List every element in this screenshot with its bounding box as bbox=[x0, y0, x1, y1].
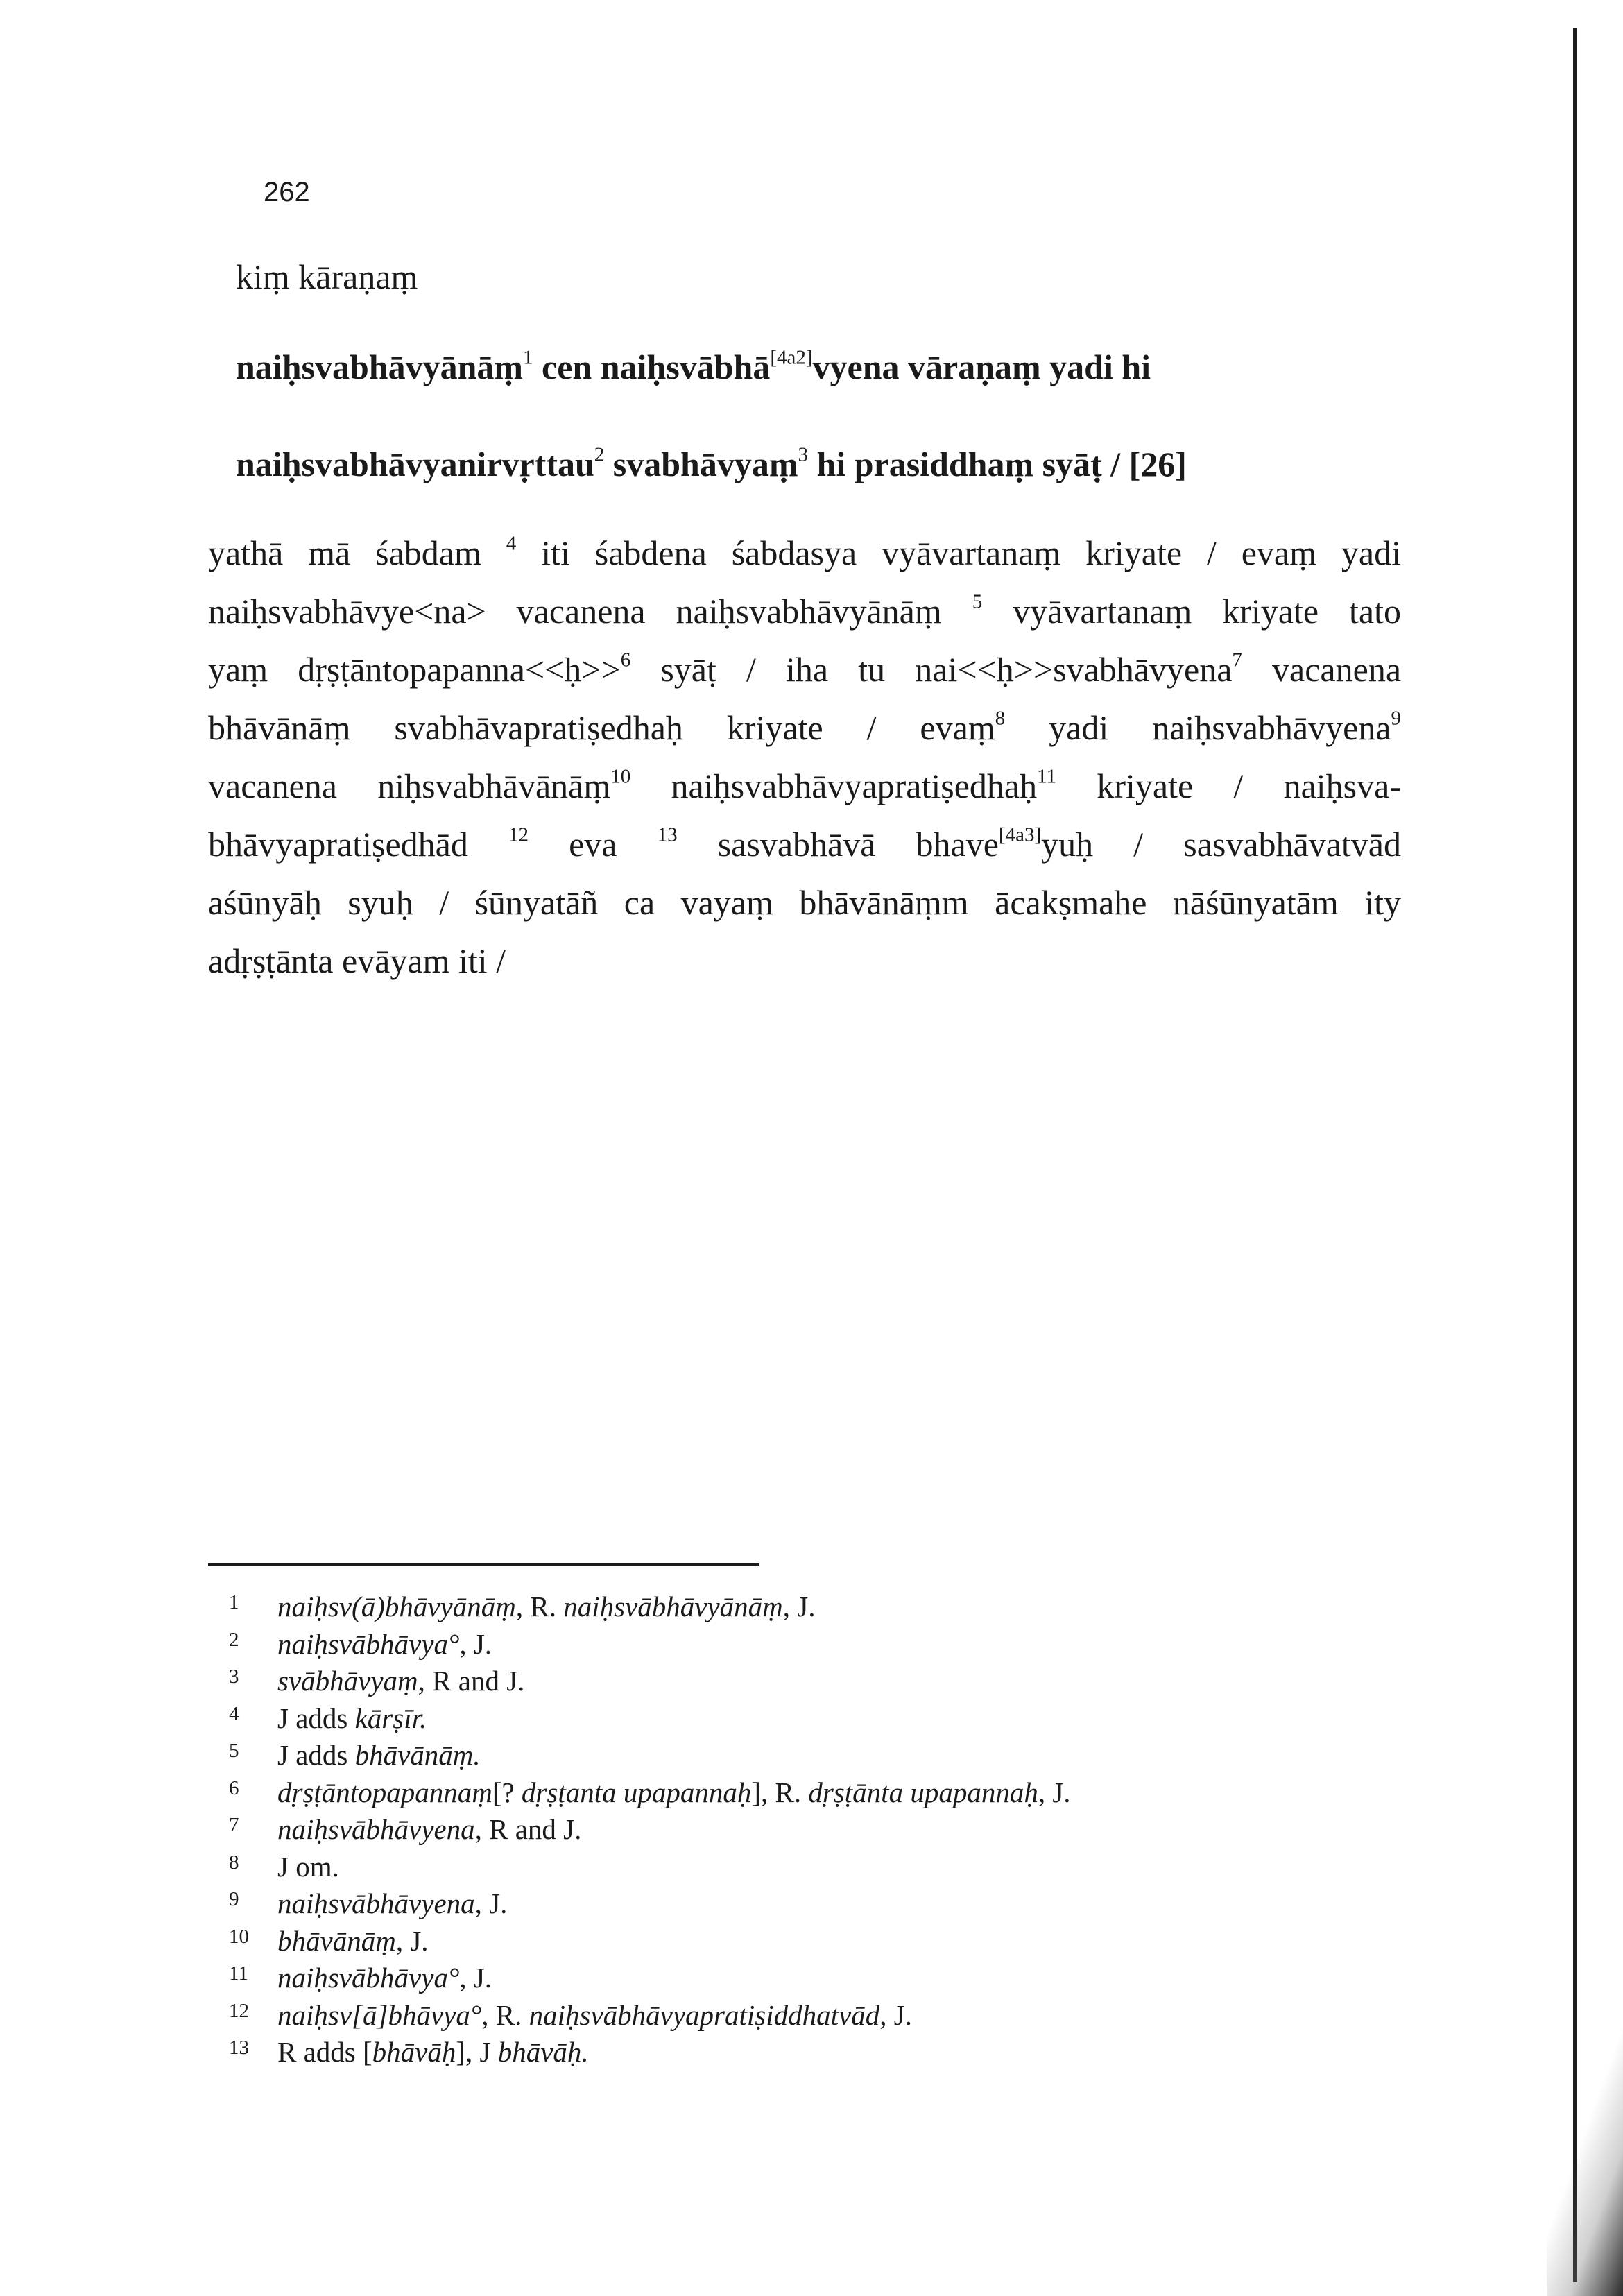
footnote-text: naiḥsv(ā)bhāvyānāṃ bbox=[277, 1591, 516, 1622]
footnote-text: , R and J. bbox=[474, 1813, 582, 1845]
footnote-ref: 6 bbox=[620, 649, 631, 671]
footnote-text: J om. bbox=[277, 1850, 339, 1883]
footnote-ref: 11 bbox=[1037, 765, 1057, 788]
footnote-text: , J. bbox=[459, 1962, 492, 1994]
verse-line-2 bbox=[236, 444, 1187, 484]
footnote-ref: 9 bbox=[1391, 707, 1401, 730]
footnote bbox=[229, 1811, 1071, 1849]
footnote-number: 7 bbox=[229, 1814, 239, 1836]
footnote-text: bhāvānāṃ. bbox=[354, 1739, 481, 1771]
footnote bbox=[229, 1663, 1071, 1700]
commentary-paragraph bbox=[208, 524, 1401, 990]
footnote-ref: 8 bbox=[995, 707, 1006, 730]
footnote-separator bbox=[208, 1563, 759, 1566]
scan-shadow bbox=[1547, 2012, 1623, 2296]
footnote-text: kārṣīr. bbox=[354, 1702, 427, 1734]
footnote-number: 6 bbox=[229, 1776, 239, 1799]
footnote-number: 10 bbox=[229, 1925, 249, 1948]
footnote-ref: 12 bbox=[508, 823, 529, 846]
footnote bbox=[229, 1923, 1071, 1960]
folio-marker: [4a3] bbox=[998, 823, 1042, 846]
verse-text: svabhāvyaṃ bbox=[604, 445, 798, 483]
footnote-text: , R. bbox=[481, 1998, 529, 2031]
footnote-text: dṛṣṭāntopapannaṃ bbox=[277, 1776, 492, 1808]
verse-text: naiḥsvabhāvyānāṃ bbox=[236, 348, 524, 386]
footnote-text: naiḥsvābhāvya° bbox=[277, 1962, 460, 1994]
footnotes-list bbox=[229, 1588, 1071, 2071]
footnote bbox=[229, 1700, 1071, 1738]
footnote bbox=[229, 1588, 1071, 1626]
footnote-number: 1 bbox=[229, 1591, 239, 1613]
footnote-ref: 1 bbox=[523, 346, 533, 369]
footnote-ref: 13 bbox=[657, 823, 678, 846]
footnote-text: naiḥsvābhāvyapratiṣiddhatvād bbox=[529, 1998, 880, 2031]
footnote-text: ], J bbox=[456, 2036, 498, 2068]
page-number: 262 bbox=[264, 177, 310, 207]
commentary-line: aśūnyāḥ syuḥ / śūnyatāñ ca vayaṃ bhāvānāṃm ācakṣmahe nāśūnyatām ity bbox=[208, 883, 1401, 922]
verse-line-0: kiṃ kāraṇaṃ bbox=[236, 257, 418, 296]
footnote-ref: 7 bbox=[1232, 649, 1242, 671]
footnote-ref: 10 bbox=[610, 765, 631, 788]
footnote-text: J adds bbox=[277, 1739, 355, 1771]
footnote-number: 13 bbox=[229, 2037, 249, 2059]
footnote-number: 12 bbox=[229, 1999, 249, 2022]
folio-marker: [4a2] bbox=[770, 346, 813, 369]
verse-text: vyena vāraṇaṃ yadi hi bbox=[812, 348, 1151, 386]
commentary-line: yathā mā śabdam $^4$ iti śabdena śabdasya vyāvartanaṃ kriyate / evaṃ yadi bbox=[208, 532, 1401, 572]
footnote-number: 9 bbox=[229, 1888, 239, 1910]
footnote-text: naiḥsv[ā]bhāvya° bbox=[277, 1998, 482, 2031]
commentary-line: bhāvānāṃ svabhāvapratiṣedhaḥ kriyate / evaṃ$^8$ yadi naiḥsvabhāvyena$^9$ bbox=[208, 707, 1401, 747]
footnote-text: , J. bbox=[879, 1998, 912, 2031]
scan-border bbox=[1573, 28, 1577, 2282]
footnote-text: [? bbox=[492, 1776, 522, 1808]
commentary-line: bhāvyapratiṣedhād $^{12}$ eva $^{13}$ sasvabhāvā bhave[4a3]yuḥ / sasvabhāvatvād bbox=[208, 823, 1402, 864]
footnote-ref: 5 bbox=[972, 590, 983, 613]
footnote-text: bhāvāḥ. bbox=[497, 2036, 589, 2068]
commentary-line: yaṃ dṛṣṭāntopapanna<<ḥ>>$^6$ syāṭ / iha tu nai<<ḥ>>svabhāvyena$^7$ vacanena bbox=[208, 649, 1402, 689]
footnote-text: , J. bbox=[474, 1887, 508, 1919]
footnote-number: 4 bbox=[229, 1702, 239, 1725]
footnote-text: naiḥsvābhāvyena bbox=[277, 1813, 475, 1845]
footnote-number: 8 bbox=[229, 1851, 239, 1874]
footnote-text: , J. bbox=[782, 1591, 816, 1622]
footnote bbox=[229, 1849, 1071, 1886]
footnote-text: naiḥsvābhāvyānāṃ bbox=[563, 1591, 783, 1622]
footnote-text: R adds [ bbox=[277, 2036, 372, 2068]
footnote-text: , J. bbox=[395, 1924, 429, 1957]
footnote-ref: 2 bbox=[594, 443, 605, 466]
commentary-line: vacanena niḥsvabhāvānāṃ$^{10}$ naiḥsvabhāvyapratiṣedhaḥ$^{11}$ kriyate / naiḥsva- bbox=[208, 765, 1401, 805]
footnote-text: , J. bbox=[1038, 1776, 1071, 1808]
footnote-text: , R. bbox=[515, 1591, 564, 1622]
footnote-text: bhāvāḥ bbox=[372, 2036, 456, 2068]
commentary-line: adṛṣṭānta evāyam iti / bbox=[208, 941, 506, 980]
footnote bbox=[229, 1737, 1071, 1774]
footnote bbox=[229, 1885, 1071, 1923]
commentary-line: naiḥsvabhāvye<na> vacanena naiḥsvabhāvyānāṃ $^5$ vyāvartanaṃ kriyate tato bbox=[208, 590, 1401, 631]
footnote bbox=[229, 1626, 1071, 1663]
footnote-text: bhāvānāṃ bbox=[277, 1924, 396, 1957]
verse-text: hi prasiddhaṃ syāṭ / [26] bbox=[808, 445, 1187, 483]
footnote-number: 5 bbox=[229, 1740, 239, 1762]
footnote-text: dṛṣṭānta upapannaḥ bbox=[808, 1776, 1038, 1808]
footnote-text: J adds bbox=[277, 1702, 355, 1734]
footnote bbox=[229, 1960, 1071, 1997]
footnote-ref: 3 bbox=[798, 443, 809, 466]
verse-text: naiḥsvabhāvyanirvṛttau bbox=[236, 445, 594, 483]
footnote-number: 2 bbox=[229, 1628, 239, 1651]
footnote-text: svābhāvyaṃ bbox=[277, 1665, 418, 1697]
footnote-number: 3 bbox=[229, 1665, 239, 1688]
footnote-text: dṛṣṭanta upapannaḥ bbox=[521, 1776, 752, 1808]
footnote-ref: 4 bbox=[506, 532, 517, 555]
footnote-text: , J. bbox=[459, 1627, 492, 1660]
footnote-text: naiḥsvābhāvyena bbox=[277, 1887, 475, 1919]
footnote-text: , R and J. bbox=[418, 1665, 525, 1697]
footnote bbox=[229, 2034, 1071, 2071]
footnote-text: ], R. bbox=[751, 1776, 809, 1808]
verse-text: cen naiḥsvābhā bbox=[533, 348, 771, 386]
verse-line-1 bbox=[236, 347, 1151, 387]
footnote bbox=[229, 1774, 1071, 1812]
footnote bbox=[229, 1997, 1071, 2034]
footnote-number: 11 bbox=[229, 1962, 248, 1985]
footnote-text: naiḥsvābhāvya° bbox=[277, 1627, 460, 1660]
